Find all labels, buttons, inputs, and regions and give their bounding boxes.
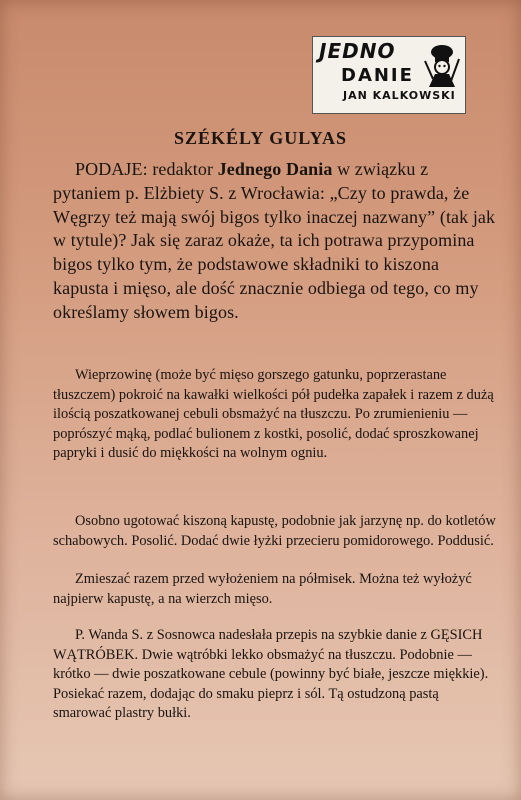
- chef-illustration-icon: [423, 43, 461, 87]
- recipe-paragraph-4: P. Wanda S. z Sosnowca nadesłała przepis na szybkie danie z GĘSICH WĄTRÓBEK. Dwie wątróbki lekko obsmażyć na tłuszczu. Podobnie — krótko — dwie poszatkowane cebule (powinny być białe, jeszcze miękkie). Posiekać razem, dodając do smaku pieprz i sól. Tą ostudzoną pastą smarować plastry bułki.: [53, 627, 489, 722]
- recipe-paragraph-1: Wieprzowinę (może być mięso gorszego gatunku, poprzerastane tłuszczem) pokroić na kawałki wielkości pół pudełka zapałek i razem z dużą ilością poszatkowanej cebuli obsmażyć na tłuszczu. Po zrumienieniu — poprószyć mąką, podlać bulionem z kostki, posolić, dodać sproszkowanej papryki i dusić do miękkości na wolnym ogniu.: [53, 367, 494, 462]
- column-logo: [312, 36, 466, 114]
- intro-lead: PODAJE:: [75, 159, 148, 179]
- logo-author: JAN KALKOWSKI: [343, 89, 456, 102]
- article-title: SZÉKÉLY GULYAS: [174, 128, 347, 148]
- recipe-paragraph-2: Osobno ugotować kiszoną kapustę, podobnie jak jarzynę np. do kotletów schabowych. Posolić. Dodać dwie łyżki przecieru pomidorowego. Poddusić.: [53, 513, 496, 549]
- intro-text-2: w związku z pytaniem p. Elżbiety S. z Wrocławia: „Czy to prawda, że Węgrzy też mają swój bigos tylko inaczej nazwany” (tak jak w tytule)? Jak się zaraz okaże, ta ich potrawa przypomina bigos tylko tym, że podstawowe składniki to kiszona kapusta i mięso, ale dość znacznie odbiega od tego, co my określamy słowem bigos.: [53, 159, 496, 322]
- intro-text-1: redaktor: [147, 159, 218, 179]
- logo-line-1: JEDNO: [319, 39, 396, 63]
- intro-bold-name: Jednego Dania: [217, 159, 333, 179]
- intro-paragraph: [53, 158, 497, 325]
- recipe-paragraph-3: Zmieszać razem przed wyłożeniem na półmisek. Można też wyłożyć najpierw kapustę, a na wierzch mięso.: [53, 571, 472, 607]
- logo-line-2: DANIE: [341, 65, 414, 86]
